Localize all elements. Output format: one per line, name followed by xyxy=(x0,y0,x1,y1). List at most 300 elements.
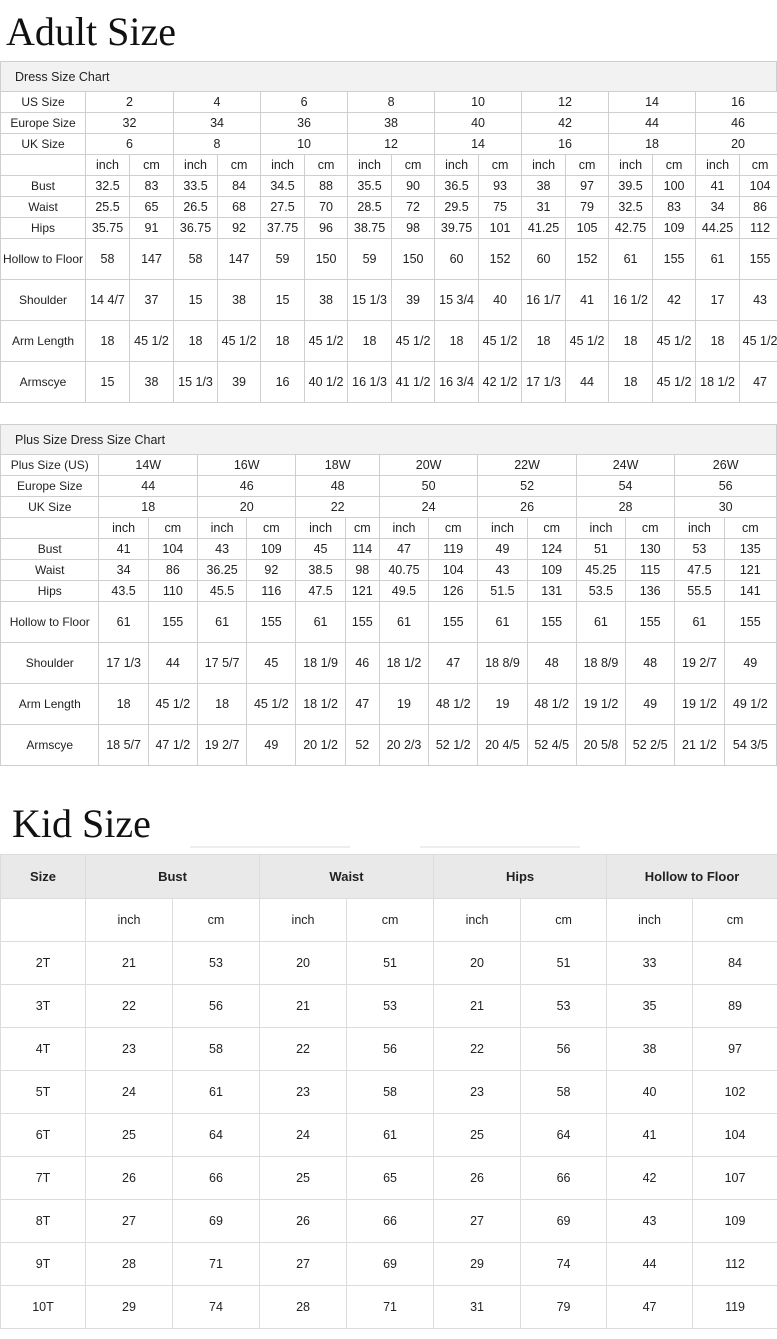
value-cell: 71 xyxy=(347,1286,434,1329)
value-cell: 40 1/2 xyxy=(305,362,348,403)
value-cell: 25 xyxy=(260,1157,347,1200)
value-cell: 69 xyxy=(173,1200,260,1243)
value-cell: 16 xyxy=(261,362,305,403)
value-cell: 19 1/2 xyxy=(675,684,724,725)
unit-inch-cell: inch xyxy=(379,518,428,539)
value-cell: 33.5 xyxy=(174,176,218,197)
size-header-row xyxy=(1,476,777,497)
value-cell: 83 xyxy=(653,197,696,218)
value-cell: 97 xyxy=(566,176,609,197)
unit-cm-cell: cm xyxy=(345,518,379,539)
row-label: Hollow to Floor xyxy=(1,239,86,280)
value-cell: 18 xyxy=(435,321,479,362)
value-cell: 20 5/8 xyxy=(576,725,625,766)
value-cell: 41 xyxy=(99,539,148,560)
value-cell: 36.5 xyxy=(435,176,479,197)
unit-cm-cell: cm xyxy=(305,155,348,176)
value-cell: 109 xyxy=(653,218,696,239)
value-cell: 19 xyxy=(379,684,428,725)
value-cell: 17 5/7 xyxy=(197,643,246,684)
value-cell: 26 xyxy=(260,1200,347,1243)
value-cell: 53 xyxy=(173,942,260,985)
value-cell: 22 xyxy=(434,1028,521,1071)
value-cell: 56 xyxy=(347,1028,434,1071)
row-label: US Size xyxy=(1,92,86,113)
value-cell: 21 xyxy=(434,985,521,1028)
value-cell: 92 xyxy=(218,218,261,239)
divider xyxy=(190,846,350,848)
value-cell: 43 xyxy=(197,539,246,560)
value-cell: 92 xyxy=(247,560,296,581)
value-cell: 53 xyxy=(521,985,607,1028)
value-cell: 52 4/5 xyxy=(527,725,576,766)
size-cell: 36 xyxy=(261,113,348,134)
value-cell: 101 xyxy=(479,218,522,239)
value-cell: 20 1/2 xyxy=(296,725,345,766)
value-cell: 66 xyxy=(347,1200,434,1243)
size-cell: 50 xyxy=(379,476,477,497)
measurement-row xyxy=(1,560,777,581)
value-cell: 109 xyxy=(527,560,576,581)
value-cell: 58 xyxy=(347,1071,434,1114)
value-cell: 155 xyxy=(724,602,776,643)
size-cell: 28 xyxy=(576,497,674,518)
value-cell: 150 xyxy=(392,239,435,280)
size-cell: 26 xyxy=(478,497,576,518)
value-cell: 104 xyxy=(148,539,197,560)
value-cell: 47 xyxy=(345,684,379,725)
value-cell: 45 1/2 xyxy=(148,684,197,725)
value-cell: 66 xyxy=(173,1157,260,1200)
value-cell: 147 xyxy=(218,239,261,280)
unit-inch-cell: inch xyxy=(348,155,392,176)
value-cell: 18 1/9 xyxy=(296,643,345,684)
value-cell: 105 xyxy=(566,218,609,239)
value-cell: 42 xyxy=(607,1157,693,1200)
value-cell: 60 xyxy=(522,239,566,280)
value-cell: 59 xyxy=(348,239,392,280)
value-cell: 86 xyxy=(148,560,197,581)
value-cell: 150 xyxy=(305,239,348,280)
value-cell: 52 1/2 xyxy=(429,725,478,766)
value-cell: 18 xyxy=(99,684,148,725)
value-cell: 38 xyxy=(305,280,348,321)
value-cell: 39 xyxy=(218,362,261,403)
row-label: UK Size xyxy=(1,134,86,155)
value-cell: 55.5 xyxy=(675,581,724,602)
value-cell: 130 xyxy=(626,539,675,560)
size-cell: 46 xyxy=(696,113,777,134)
size-cell: 20 xyxy=(197,497,295,518)
value-cell: 124 xyxy=(527,539,576,560)
row-label: Waist xyxy=(1,560,99,581)
row-label: Bust xyxy=(1,176,86,197)
value-cell: 21 xyxy=(260,985,347,1028)
value-cell: 45 xyxy=(296,539,345,560)
adult-chart xyxy=(0,61,777,403)
size-cell: 16W xyxy=(197,455,295,476)
row-label: Hips xyxy=(1,218,86,239)
kid-size-row xyxy=(1,1071,777,1114)
value-cell: 23 xyxy=(86,1028,173,1071)
value-cell: 89 xyxy=(693,985,777,1028)
value-cell: 47 xyxy=(740,362,777,403)
value-cell: 18 xyxy=(86,321,130,362)
value-cell: 16 1/7 xyxy=(522,280,566,321)
value-cell: 51 xyxy=(521,942,607,985)
row-label: Armscye xyxy=(1,725,99,766)
value-cell: 58 xyxy=(86,239,130,280)
unit-inch-cell: inch xyxy=(86,155,130,176)
value-cell: 34 xyxy=(696,197,740,218)
kid-size-row xyxy=(1,1114,777,1157)
value-cell: 155 xyxy=(740,239,777,280)
kid-size-heading: Kid Size xyxy=(12,801,151,846)
unit-inch-cell: inch xyxy=(607,899,693,942)
value-cell: 15 xyxy=(174,280,218,321)
kid-size-row xyxy=(1,1028,777,1071)
value-cell: 51.5 xyxy=(478,581,527,602)
value-cell: 39.5 xyxy=(609,176,653,197)
value-cell: 45 1/2 xyxy=(247,684,296,725)
size-cell: 42 xyxy=(522,113,609,134)
size-cell: 12 xyxy=(348,134,435,155)
value-cell: 65 xyxy=(347,1157,434,1200)
plus-size-table xyxy=(0,454,777,766)
value-cell: 32.5 xyxy=(609,197,653,218)
value-cell: 71 xyxy=(173,1243,260,1286)
unit-cm-cell: cm xyxy=(740,155,777,176)
row-label: Europe Size xyxy=(1,476,99,497)
size-cell: 16 xyxy=(522,134,609,155)
size-label: 4T xyxy=(1,1028,86,1071)
value-cell: 45.5 xyxy=(197,581,246,602)
value-cell: 31 xyxy=(434,1286,521,1329)
value-cell: 45 1/2 xyxy=(479,321,522,362)
column-header: Hollow to Floor xyxy=(607,855,777,899)
size-cell: 40 xyxy=(435,113,522,134)
value-cell: 56 xyxy=(173,985,260,1028)
value-cell: 136 xyxy=(626,581,675,602)
measurement-row xyxy=(1,218,777,239)
value-cell: 61 xyxy=(379,602,428,643)
value-cell: 91 xyxy=(130,218,174,239)
value-cell: 15 3/4 xyxy=(435,280,479,321)
value-cell: 51 xyxy=(347,942,434,985)
size-label: 7T xyxy=(1,1157,86,1200)
value-cell: 38 xyxy=(130,362,174,403)
value-cell: 109 xyxy=(693,1200,777,1243)
value-cell: 79 xyxy=(566,197,609,218)
measurement-row xyxy=(1,197,777,218)
value-cell: 24 xyxy=(260,1114,347,1157)
value-cell: 18 xyxy=(174,321,218,362)
value-cell: 69 xyxy=(521,1200,607,1243)
value-cell: 65 xyxy=(130,197,174,218)
value-cell: 38.75 xyxy=(348,218,392,239)
value-cell: 18 xyxy=(261,321,305,362)
value-cell: 53 xyxy=(347,985,434,1028)
size-cell: 24 xyxy=(379,497,477,518)
size-header-row xyxy=(1,497,777,518)
value-cell: 26.5 xyxy=(174,197,218,218)
value-cell: 47.5 xyxy=(675,560,724,581)
value-cell: 109 xyxy=(247,539,296,560)
value-cell: 18 1/2 xyxy=(379,643,428,684)
value-cell: 20 2/3 xyxy=(379,725,428,766)
value-cell: 61 xyxy=(99,602,148,643)
value-cell: 38.5 xyxy=(296,560,345,581)
value-cell: 60 xyxy=(435,239,479,280)
value-cell: 36.75 xyxy=(174,218,218,239)
unit-inch-cell: inch xyxy=(434,899,521,942)
divider xyxy=(420,846,580,848)
size-cell: 10 xyxy=(435,92,522,113)
value-cell: 19 2/7 xyxy=(197,725,246,766)
value-cell: 34 xyxy=(99,560,148,581)
size-cell: 18 xyxy=(99,497,197,518)
value-cell: 121 xyxy=(724,560,776,581)
size-label: 6T xyxy=(1,1114,86,1157)
value-cell: 17 xyxy=(696,280,740,321)
value-cell: 61 xyxy=(197,602,246,643)
plus-chart-title: Plus Size Dress Size Chart xyxy=(0,424,777,454)
value-cell: 19 xyxy=(478,684,527,725)
value-cell: 15 xyxy=(261,280,305,321)
value-cell: 18 xyxy=(696,321,740,362)
unit-inch-cell: inch xyxy=(675,518,724,539)
measurement-row xyxy=(1,321,777,362)
value-cell: 104 xyxy=(429,560,478,581)
value-cell: 20 xyxy=(434,942,521,985)
value-cell: 119 xyxy=(429,539,478,560)
unit-cm-cell: cm xyxy=(347,899,434,942)
value-cell: 32.5 xyxy=(86,176,130,197)
value-cell: 66 xyxy=(521,1157,607,1200)
value-cell: 45 1/2 xyxy=(130,321,174,362)
value-cell: 28 xyxy=(86,1243,173,1286)
value-cell: 97 xyxy=(693,1028,777,1071)
value-cell: 147 xyxy=(130,239,174,280)
measurement-row xyxy=(1,643,777,684)
size-cell: 22 xyxy=(296,497,379,518)
unit-row xyxy=(1,518,777,539)
value-cell: 40 xyxy=(607,1071,693,1114)
row-label: Waist xyxy=(1,197,86,218)
unit-cm-cell: cm xyxy=(429,518,478,539)
unit-cm-cell: cm xyxy=(173,899,260,942)
value-cell: 47 xyxy=(607,1286,693,1329)
value-cell: 70 xyxy=(305,197,348,218)
value-cell: 18 1/2 xyxy=(696,362,740,403)
value-cell: 20 4/5 xyxy=(478,725,527,766)
value-cell: 98 xyxy=(392,218,435,239)
column-header: Size xyxy=(1,855,86,899)
unit-cm-cell: cm xyxy=(693,899,777,942)
column-header: Hips xyxy=(434,855,607,899)
size-cell: 2 xyxy=(86,92,174,113)
value-cell: 152 xyxy=(566,239,609,280)
value-cell: 43 xyxy=(607,1200,693,1243)
value-cell: 41.25 xyxy=(522,218,566,239)
value-cell: 29 xyxy=(86,1286,173,1329)
size-header-row xyxy=(1,455,777,476)
value-cell: 86 xyxy=(740,197,777,218)
measurement-row xyxy=(1,725,777,766)
value-cell: 18 xyxy=(197,684,246,725)
value-cell: 21 1/2 xyxy=(675,725,724,766)
value-cell: 44.25 xyxy=(696,218,740,239)
row-label: UK Size xyxy=(1,497,99,518)
value-cell: 39.75 xyxy=(435,218,479,239)
kid-size-row xyxy=(1,1243,777,1286)
row-label: Armscye xyxy=(1,362,86,403)
unit-cm-cell: cm xyxy=(479,155,522,176)
value-cell: 116 xyxy=(247,581,296,602)
value-cell: 42.75 xyxy=(609,218,653,239)
unit-cm-cell: cm xyxy=(653,155,696,176)
unit-inch-cell: inch xyxy=(174,155,218,176)
value-cell: 48 1/2 xyxy=(527,684,576,725)
value-cell: 61 xyxy=(296,602,345,643)
unit-cm-cell: cm xyxy=(724,518,776,539)
value-cell: 155 xyxy=(527,602,576,643)
measurement-row xyxy=(1,280,777,321)
value-cell: 126 xyxy=(429,581,478,602)
value-cell: 23 xyxy=(260,1071,347,1114)
value-cell: 112 xyxy=(740,218,777,239)
value-cell: 48 xyxy=(527,643,576,684)
value-cell: 98 xyxy=(345,560,379,581)
measurement-row xyxy=(1,176,777,197)
size-cell: 54 xyxy=(576,476,674,497)
value-cell: 29.5 xyxy=(435,197,479,218)
value-cell: 28 xyxy=(260,1286,347,1329)
size-cell: 14 xyxy=(609,92,696,113)
unit-inch-cell: inch xyxy=(522,155,566,176)
value-cell: 44 xyxy=(148,643,197,684)
value-cell: 23 xyxy=(434,1071,521,1114)
value-cell: 45 1/2 xyxy=(392,321,435,362)
unit-cm-cell: cm xyxy=(130,155,174,176)
size-cell: 8 xyxy=(348,92,435,113)
value-cell: 35 xyxy=(607,985,693,1028)
row-label: Bust xyxy=(1,539,99,560)
value-cell: 121 xyxy=(345,581,379,602)
row-label: Arm Length xyxy=(1,684,99,725)
plus-chart xyxy=(0,424,777,766)
value-cell: 61 xyxy=(576,602,625,643)
value-cell: 42 1/2 xyxy=(479,362,522,403)
value-cell: 64 xyxy=(173,1114,260,1157)
value-cell: 45 1/2 xyxy=(305,321,348,362)
blank-cell xyxy=(1,899,86,942)
value-cell: 45 1/2 xyxy=(653,362,696,403)
row-label: Arm Length xyxy=(1,321,86,362)
value-cell: 102 xyxy=(693,1071,777,1114)
size-cell: 52 xyxy=(478,476,576,497)
value-cell: 48 xyxy=(626,643,675,684)
value-cell: 59 xyxy=(261,239,305,280)
size-label: 5T xyxy=(1,1071,86,1114)
size-cell: 44 xyxy=(609,113,696,134)
value-cell: 16 3/4 xyxy=(435,362,479,403)
size-header-row xyxy=(1,113,777,134)
value-cell: 61 xyxy=(478,602,527,643)
size-cell: 30 xyxy=(675,497,777,518)
value-cell: 96 xyxy=(305,218,348,239)
value-cell: 16 1/2 xyxy=(609,280,653,321)
value-cell: 25 xyxy=(86,1114,173,1157)
value-cell: 45.25 xyxy=(576,560,625,581)
row-label: Shoulder xyxy=(1,643,99,684)
value-cell: 22 xyxy=(86,985,173,1028)
kid-size-row xyxy=(1,1286,777,1329)
value-cell: 42 xyxy=(653,280,696,321)
kid-unit-row xyxy=(1,899,777,942)
unit-inch-cell: inch xyxy=(609,155,653,176)
value-cell: 47 xyxy=(429,643,478,684)
value-cell: 107 xyxy=(693,1157,777,1200)
value-cell: 18 xyxy=(609,362,653,403)
value-cell: 25.5 xyxy=(86,197,130,218)
size-cell: 46 xyxy=(197,476,295,497)
value-cell: 15 1/3 xyxy=(348,280,392,321)
unit-cm-cell: cm xyxy=(247,518,296,539)
value-cell: 15 1/3 xyxy=(174,362,218,403)
unit-row xyxy=(1,155,777,176)
row-label: Europe Size xyxy=(1,113,86,134)
value-cell: 27 xyxy=(260,1243,347,1286)
value-cell: 52 2/5 xyxy=(626,725,675,766)
unit-cm-cell: cm xyxy=(148,518,197,539)
size-header-row xyxy=(1,92,777,113)
measurement-row xyxy=(1,239,777,280)
value-cell: 46 xyxy=(345,643,379,684)
value-cell: 36.25 xyxy=(197,560,246,581)
kid-header-row xyxy=(1,855,777,899)
row-label: Shoulder xyxy=(1,280,86,321)
value-cell: 37 xyxy=(130,280,174,321)
size-cell: 44 xyxy=(99,476,197,497)
row-label: Plus Size (US) xyxy=(1,455,99,476)
value-cell: 58 xyxy=(173,1028,260,1071)
size-label: 3T xyxy=(1,985,86,1028)
value-cell: 19 2/7 xyxy=(675,643,724,684)
value-cell: 68 xyxy=(218,197,261,218)
value-cell: 27.5 xyxy=(261,197,305,218)
size-cell: 12 xyxy=(522,92,609,113)
value-cell: 56 xyxy=(521,1028,607,1071)
value-cell: 90 xyxy=(392,176,435,197)
value-cell: 155 xyxy=(345,602,379,643)
value-cell: 88 xyxy=(305,176,348,197)
value-cell: 18 8/9 xyxy=(576,643,625,684)
value-cell: 41 xyxy=(566,280,609,321)
size-cell: 4 xyxy=(174,92,261,113)
unit-inch-cell: inch xyxy=(99,518,148,539)
value-cell: 22 xyxy=(260,1028,347,1071)
value-cell: 48 1/2 xyxy=(429,684,478,725)
value-cell: 54 3/5 xyxy=(724,725,776,766)
unit-inch-cell: inch xyxy=(478,518,527,539)
measurement-row xyxy=(1,539,777,560)
value-cell: 135 xyxy=(724,539,776,560)
measurement-row xyxy=(1,581,777,602)
unit-cm-cell: cm xyxy=(566,155,609,176)
value-cell: 43.5 xyxy=(99,581,148,602)
value-cell: 49 xyxy=(626,684,675,725)
